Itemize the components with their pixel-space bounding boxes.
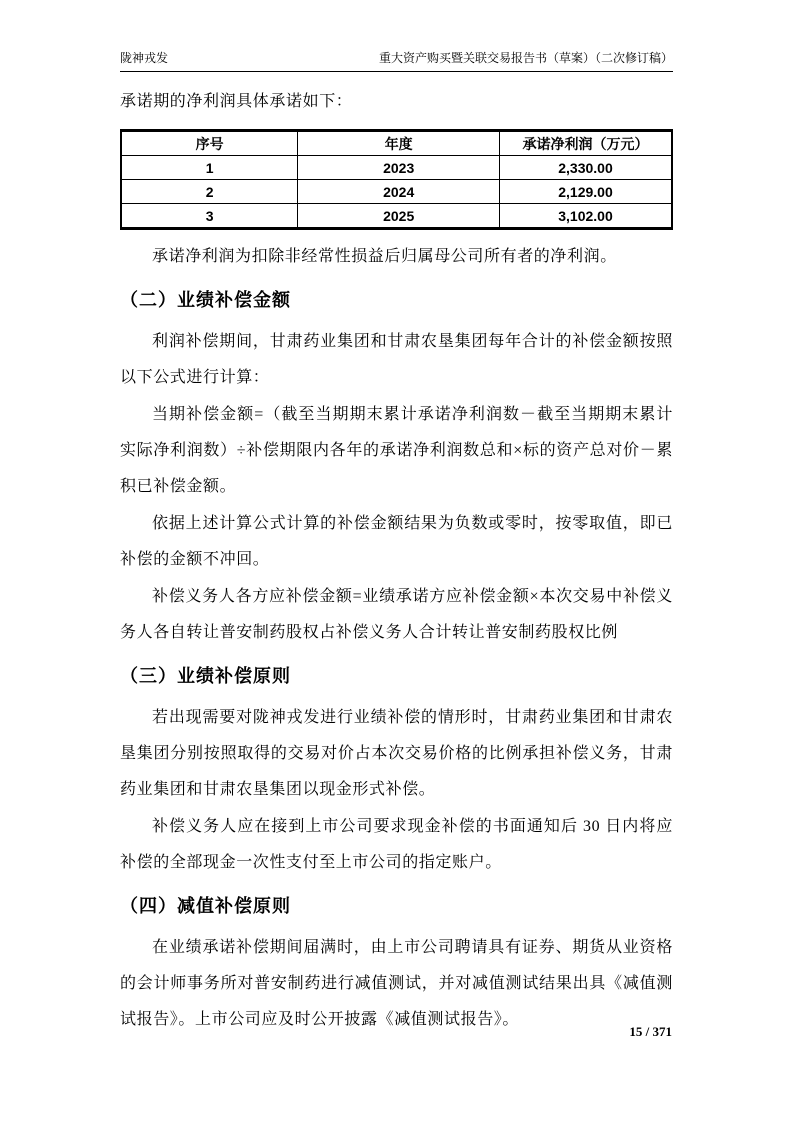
- section-impairment-compensation-principle: [120, 893, 673, 1038]
- section-heading: （四）减值补偿原则: [120, 896, 291, 916]
- cell-index: 2: [121, 180, 298, 204]
- table-header-profit: 承诺净利润（万元）: [500, 131, 672, 156]
- body-paragraph: 利润补偿期间，甘肃药业集团和甘肃农垦集团每年合计的补偿金额按照以下公式进行计算：: [120, 333, 673, 386]
- body-paragraph: 依据上述计算公式计算的补偿金额结果为负数或零时，按零取值，即已补偿的金额不冲回。: [120, 515, 673, 568]
- cell-year: 2024: [298, 180, 500, 204]
- cell-index: 3: [121, 204, 298, 229]
- page-header: [120, 50, 673, 72]
- body-paragraph: 当期补偿金额=（截至当期期末累计承诺净利润数－截至当期期末累计实际净利润数）÷补偿期限内各年的承诺净利润数总和×标的资产总对价－累积已补偿金额。: [120, 406, 673, 495]
- cell-profit: 2,330.00: [500, 156, 672, 180]
- cell-index: 1: [121, 156, 298, 180]
- body-paragraph: 若出现需要对陇神戎发进行业绩补偿的情形时，甘肃药业集团和甘肃农垦集团分别按照取得的交易对价占本次交易价格的比例承担补偿义务，甘肃药业集团和甘肃农垦集团以现金形式补偿。: [120, 709, 673, 798]
- cell-year: 2025: [298, 204, 500, 229]
- cell-profit: 3,102.00: [500, 204, 672, 229]
- intro-paragraph: 承诺期的净利润具体承诺如下：: [120, 93, 353, 110]
- table-row: [121, 180, 672, 204]
- body-paragraph: 补偿义务人应在接到上市公司要求现金补偿的书面通知后 30 日内将应补偿的全部现金一次性支付至上市公司的指定账户。: [120, 818, 673, 871]
- table-header-year: 年度: [298, 131, 500, 156]
- page-number: 15 / 371: [629, 1024, 672, 1039]
- note-paragraph: 承诺净利润为扣除非经常性损益后归属母公司所有者的净利润。: [152, 248, 617, 265]
- profit-commitment-table: [120, 129, 673, 230]
- section-heading: （三）业绩补偿原则: [120, 666, 291, 686]
- cell-year: 2023: [298, 156, 500, 180]
- body-paragraph: 在业绩承诺补偿期间届满时，由上市公司聘请具有证券、期货从业资格的会计师事务所对普安制药进行减值测试，并对减值测试结果出具《减值测试报告》。上市公司应及时公开披露《减值测试报告》。: [120, 939, 673, 1028]
- table-header-index: 序号: [121, 131, 298, 156]
- header-doc-title: 重大资产购买暨关联交易报告书（草案）（二次修订稿）: [378, 51, 673, 65]
- body-paragraph: 补偿义务人各方应补偿金额=业绩承诺方应补偿金额×本次交易中补偿义务人各自转让普安制药股权占补偿义务人合计转让普安制药股权比例: [120, 588, 673, 641]
- table-row: [121, 156, 672, 180]
- header-company-name: 陇神戎发: [120, 51, 169, 65]
- section-performance-compensation-principle: [120, 663, 673, 881]
- table-header-row: [121, 131, 672, 156]
- table-row: [121, 204, 672, 229]
- cell-profit: 2,129.00: [500, 180, 672, 204]
- section-performance-compensation-amount: [120, 287, 673, 651]
- section-heading: （二）业绩补偿金额: [120, 290, 291, 310]
